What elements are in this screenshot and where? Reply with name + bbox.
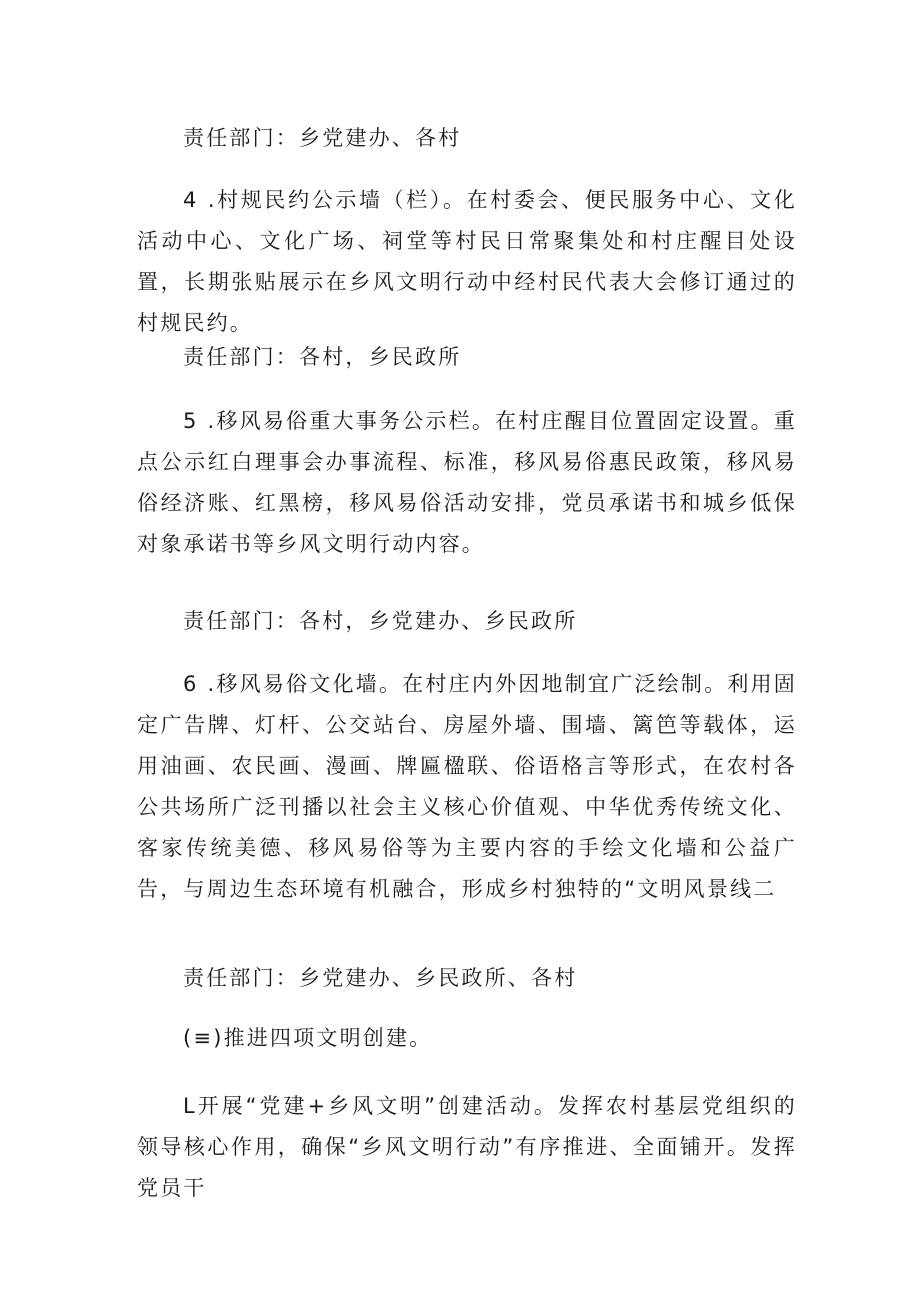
item-1-party-building: L开展“党建+乡风文明”创建活动。发挥农村基层党组织的领导核心作用，确保“乡风文明行动”有序推进、全面铺开。发挥党员干 bbox=[137, 1094, 797, 1200]
item-4-village-rules-wall: 4 .村规民约公示墙（栏）。在村委会、便民服务中心、文化活动中心、文化广场、祠堂等村民日常聚集处和村庄醒目处设置，长期张贴展示在乡风文明行动中经村民代表大会修订通过的村规民约。 bbox=[137, 188, 797, 335]
responsible-dept-4: 责任部门：乡党建办、乡民政所、各村 bbox=[183, 966, 578, 990]
responsible-dept-3: 责任部门：各村，乡党建办、乡民政所 bbox=[183, 609, 578, 633]
section-heading-three: (≡)推进四项文明创建。 bbox=[183, 1026, 433, 1050]
item-6-culture-wall: 6 .移风易俗文化墙。在村庄内外因地制宜广泛绘制。利用固定广告牌、灯杆、公交站台、房屋外墙、围墙、篱笆等载体，运用油画、农民画、漫画、牌匾楹联、俗语格言等形式，在农村各公共场所广泛刊播以社会主义核心价值观、中华优秀传统文化、客家传统美德、移风易俗等为主要内容的手绘文化墙和公益广告，与周边生态环境有机融合，形成乡村独特的“文明风景线二 bbox=[137, 672, 797, 901]
responsible-dept-2: 责任部门：各村，乡民政所 bbox=[183, 345, 462, 369]
responsible-dept-1: 责任部门：乡党建办、各村 bbox=[183, 126, 462, 150]
item-5-public-notice-board: 5 .移风易俗重大事务公示栏。在村庄醒目位置固定设置。重点公示红白理事会办事流程、标准，移风易俗惠民政策，移风易俗经济账、红黑榜，移风易俗活动安排，党员承诺书和城乡低保对象承诺书等乡风文明行动内容。 bbox=[137, 409, 797, 556]
